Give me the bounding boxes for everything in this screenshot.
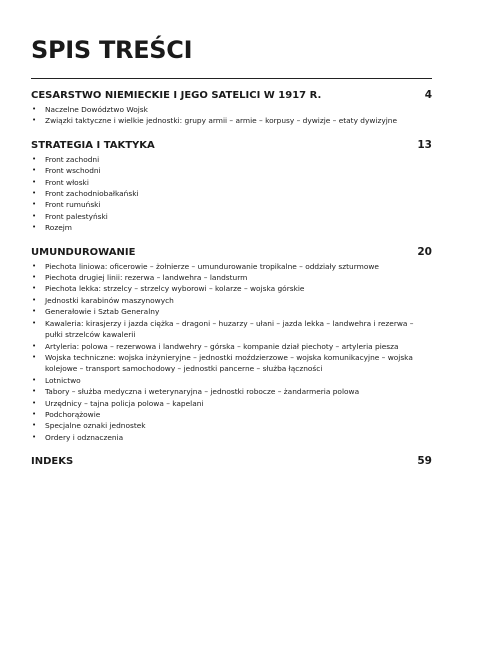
page-title: SPIS TREŚCI	[31, 36, 193, 64]
toc-item: • Kawaleria: kirasjerzy i jazda ciężka – dragoni – huzarzy – ułani – jazda lekka – landwehra i rezerwa – pułki strzelców kawalerii	[31, 318, 432, 341]
toc-item: • Naczelne Dowództwo Wojsk	[31, 104, 432, 115]
toc-item: • Front włoski	[31, 177, 432, 188]
toc-item: • Front rumuński	[31, 199, 432, 210]
toc-section-heading	[31, 454, 432, 468]
toc-item: • Front zachodni	[31, 154, 432, 165]
toc-item: • Związki taktyczne i wielkie jednostki: grupy armii – armie – korpusy – dywizje – etaty dywizyjne	[31, 115, 432, 126]
toc-section-indeks	[31, 454, 432, 468]
section-page-number: 59	[417, 455, 432, 468]
toc-item: • Artyleria: polowa – rezerwowa i landwehry – górska – kompanie dział piechoty – artyleria piesza	[31, 341, 432, 352]
toc-section-heading	[31, 245, 432, 259]
toc-item: • Specjalne oznaki jednostek	[31, 420, 432, 431]
section-title: UMUNDUROWANIE	[31, 246, 136, 258]
toc-item: • Podchorążowie	[31, 409, 432, 420]
toc-section-heading	[31, 138, 432, 152]
section-page-number: 4	[424, 89, 432, 101]
toc-item: • Ordery i odznaczenia	[31, 432, 432, 443]
toc-item: • Piechota liniowa: oficerowie – żołnierze – umundurowanie tropikalne – oddziały szturmowe	[31, 261, 432, 272]
toc-section-umundurowanie	[31, 245, 432, 444]
toc-list	[31, 88, 432, 479]
toc-item: • Rozejm	[31, 222, 432, 233]
section-page-number: 20	[417, 245, 432, 258]
section-title: CESARSTWO NIEMIECKIE I JEGO SATELICI W 1917 R.	[31, 90, 322, 101]
toc-item: • Tabory – służba medyczna i weterynaryjna – jednostki robocze – żandarmeria polowa	[31, 386, 432, 397]
toc-item: • Front palestyński	[31, 211, 432, 222]
section-title: STRATEGIA I TAKTYKA	[31, 139, 155, 151]
toc-item: • Front zachodniobałkański	[31, 188, 432, 199]
section-item-list	[31, 104, 432, 127]
toc-item: • Lotnictwo	[31, 375, 432, 386]
toc-item: • Generałowie i Sztab Generalny	[31, 306, 432, 317]
toc-item: • Front wschodni	[31, 165, 432, 176]
toc-item: • Urzędnicy – tajna policja polowa – kapelani	[31, 398, 432, 409]
toc-section-cesarstwo	[31, 88, 432, 127]
toc-section-heading	[31, 88, 432, 102]
toc-item: • Piechota drugiej linii: rezerwa – landwehra – landsturm	[31, 272, 432, 283]
section-page-number: 13	[417, 138, 432, 151]
toc-item: • Wojska techniczne: wojska inżynieryjne – jednostki moździerzowe – wojska komunikacyjne – wojska kolejowe – transport samochodowy – jednostki pancerne – służba łączności	[31, 352, 432, 375]
section-item-list	[31, 154, 432, 234]
toc-item: • Jednostki karabinów maszynowych	[31, 295, 432, 306]
section-item-list	[31, 261, 432, 444]
toc-item: • Piechota lekka: strzelcy – strzelcy wyborowi – kolarze – wojska górskie	[31, 283, 432, 294]
title-divider	[31, 78, 432, 79]
section-title: INDEKS	[31, 456, 74, 468]
toc-section-strategia	[31, 138, 432, 234]
